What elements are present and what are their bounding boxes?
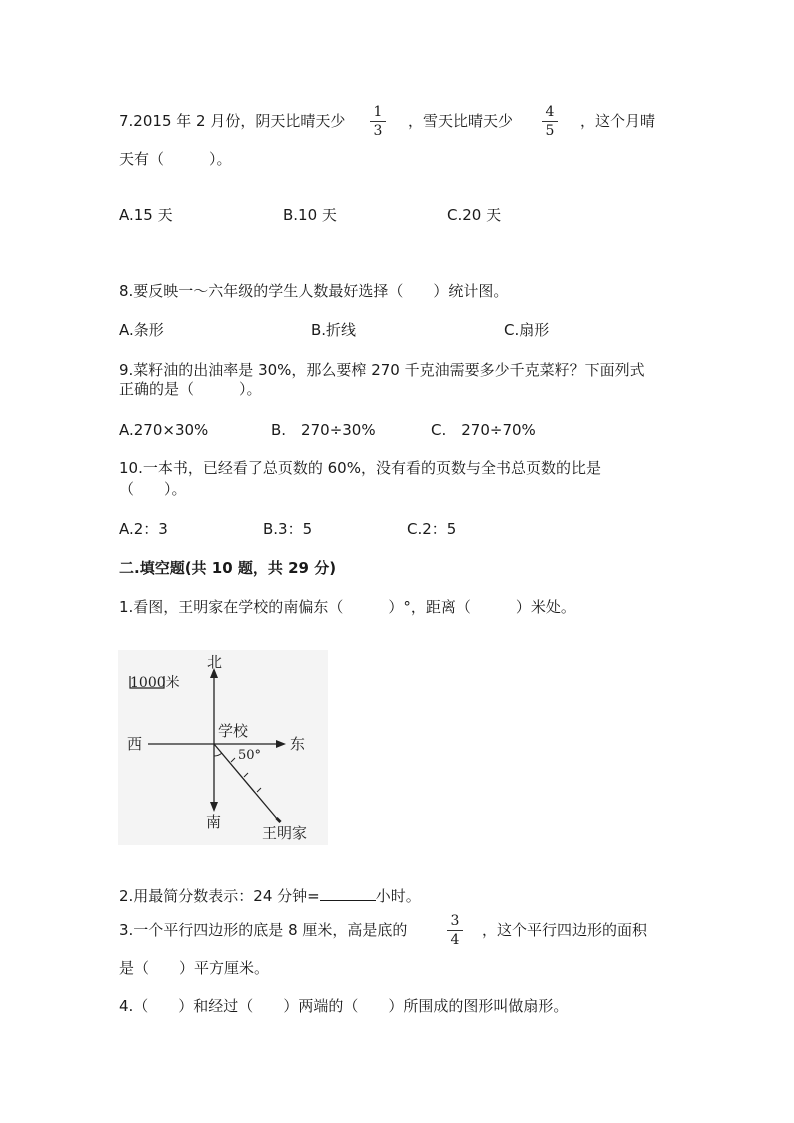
q7-text-a: 7.2015 年 2 月份，阴天比晴天少 [119, 112, 346, 130]
f3-frac-denominator: 4 [450, 932, 460, 948]
f2-line [119, 886, 421, 906]
f3-frac-numerator: 3 [450, 913, 460, 929]
school-label: 学校 [218, 722, 249, 740]
f3-line2: 是（ ）平方厘米。 [119, 959, 270, 977]
f1-text: 1.看图，王明家在学校的南偏东（ ）°，距离（ ）米处。 [119, 598, 576, 616]
north-label: 北 [207, 653, 223, 671]
q8-option-b: B.折线 [311, 321, 357, 339]
q7-line1 [119, 111, 345, 131]
f3-fraction [445, 913, 465, 948]
scale-label: 1000米 [130, 675, 180, 691]
f2-answer-blank [320, 886, 376, 901]
west-label: 西 [127, 735, 143, 753]
east-label: 东 [290, 735, 306, 753]
q9-option-b: B. 270÷30% [271, 421, 376, 439]
q10-line1: 10.一本书，已经看了总页数的 60%，没有看的页数与全书总页数的比是 [119, 459, 601, 477]
q8-text: 8.要反映一～六年级的学生人数最好选择（ ）统计图。 [119, 282, 509, 300]
q9-line2: 正确的是（ ）。 [119, 380, 262, 398]
q7-fraction-2 [540, 104, 560, 139]
q10-option-a: A.2：3 [119, 520, 168, 538]
q7-frac1-numerator: 1 [373, 104, 383, 120]
f2-text-a: 2.用最简分数表示：24 分钟= [119, 887, 320, 905]
q7-option-b: B.10 天 [283, 206, 337, 224]
f4-text: 4.（ ）和经过（ ）两端的（ ）所围成的图形叫做扇形。 [119, 997, 569, 1015]
q8-option-c: C.扇形 [504, 321, 550, 339]
angle-label: 50° [238, 748, 262, 763]
q7-fraction-1 [368, 104, 388, 139]
f2-text-b: 小时。 [375, 887, 421, 905]
q8-option-a: A.条形 [119, 321, 164, 339]
q7-frac1-denominator: 3 [373, 123, 383, 139]
q10-option-c: C.2：5 [407, 520, 457, 538]
q9-line1: 9.菜籽油的出油率是 30%，那么要榨 270 千克油需要多少千克菜籽？下面列式 [119, 361, 645, 379]
q7-text-b: ，雪天比晴天少 [408, 112, 514, 130]
q7-option-a: A.15 天 [119, 206, 173, 224]
section-title: 二.填空题(共 10 题，共 29 分) [119, 559, 337, 577]
q9-option-c: C. 270÷70% [431, 421, 536, 439]
q7-line2: 天有（ ）。 [119, 150, 232, 168]
q7-frac2-denominator: 5 [545, 123, 555, 139]
q9-option-a: A.270×30% [119, 421, 209, 439]
f3-text-a: 3.一个平行四边形的底是 8 厘米，高是底的 [119, 921, 408, 939]
south-label: 南 [206, 813, 222, 831]
q7-text-c: ，这个月晴 [580, 112, 656, 130]
direction-diagram [118, 650, 328, 845]
q10-line2: （ ）。 [119, 480, 187, 498]
q7-frac2-numerator: 4 [545, 104, 555, 120]
q7-option-c: C.20 天 [447, 206, 502, 224]
f3-text-b: ，这个平行四边形的面积 [482, 921, 648, 939]
q10-option-b: B.3：5 [263, 520, 313, 538]
home-label: 王明家 [262, 824, 308, 842]
